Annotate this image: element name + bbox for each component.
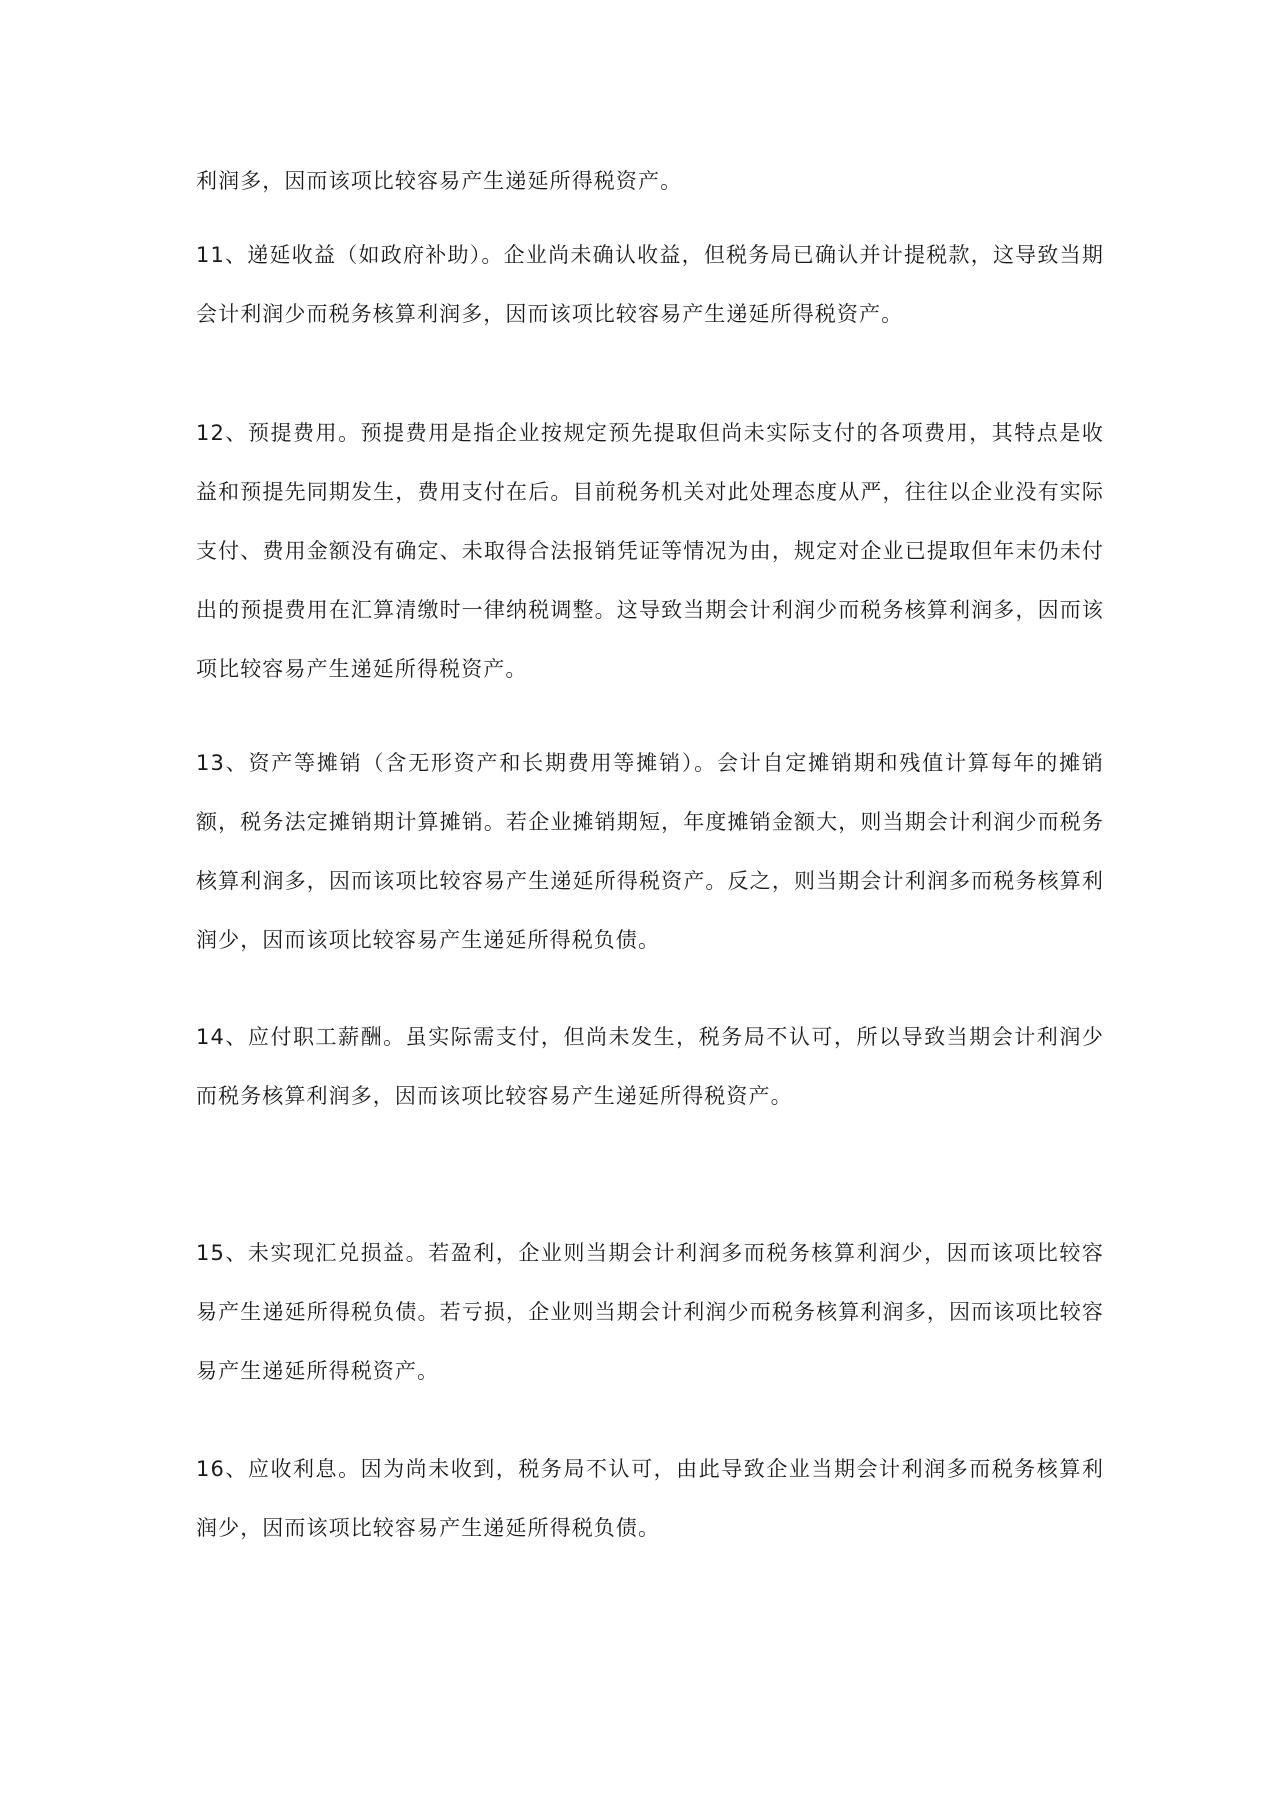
paragraph-item-14: 14、应付职工薪酬。虽实际需支付，但尚未发生，税务局不认可，所以导致当期会计利润少而税务核算利润多，因而该项比较容易产生递延所得税资产。 [196, 1025, 1104, 1108]
paragraph-item-12: 12、预提费用。预提费用是指企业按规定预先提取但尚未实际支付的各项费用，其特点是收益和预提先同期发生，费用支付在后。目前税务机关对此处理态度从严，往往以企业没有实际支付、费用金额没有确定、未取得合法报销凭证等情况为由，规定对企业已提取但年末仍未付出的预提费用在汇算清缴时一律纳税调整。这导致当期会计利润少而税务核算利润多，因而该项比较容易产生递延所得税资产。 [196, 421, 1104, 681]
paragraph-continued: 利润多，因而该项比较容易产生递延所得税资产。 [196, 169, 683, 193]
paragraph-item-11: 11、递延收益（如政府补助）。企业尚未确认收益，但税务局已确认并计提税款，这导致当期会计利润少而税务核算利润多，因而该项比较容易产生递延所得税资产。 [196, 243, 1104, 326]
paragraph-item-16: 16、应收利息。因为尚未收到，税务局不认可，由此导致企业当期会计利润多而税务核算利润少，因而该项比较容易产生递延所得税负债。 [196, 1457, 1104, 1540]
paragraph-item-13: 13、资产等摊销（含无形资产和长期费用等摊销）。会计自定摊销期和残值计算每年的摊销额，税务法定摊销期计算摊销。若企业摊销期短，年度摊销金额大，则当期会计利润少而税务核算利润多，因而该项比较容易产生递延所得税资产。反之，则当期会计利润多而税务核算利润少，因而该项比较容易产生递延所得税负债。 [196, 751, 1104, 952]
paragraph-item-15: 15、未实现汇兑损益。若盈利，企业则当期会计利润多而税务核算利润少，因而该项比较容易产生递延所得税负债。若亏损，企业则当期会计利润少而税务核算利润多，因而该项比较容易产生递延所得税资产。 [196, 1241, 1104, 1383]
